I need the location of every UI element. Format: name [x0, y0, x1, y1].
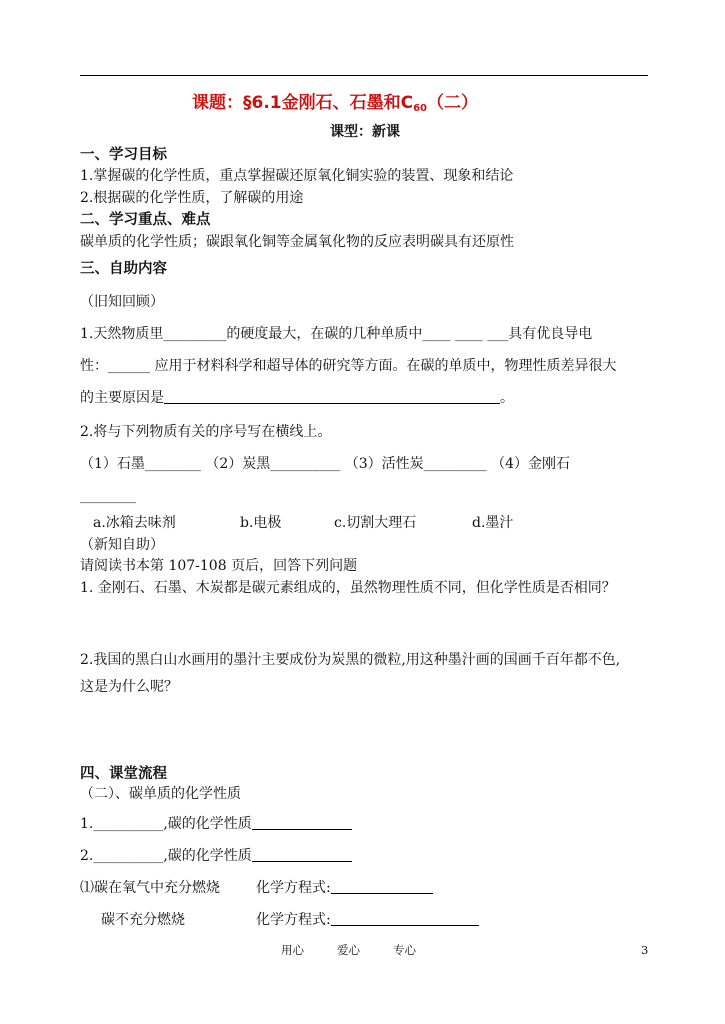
question-1-line-2: 性：______ 应用于材料科学和超导体的研究等方面。在碳的单质中，物理性质差异很大 [80, 358, 617, 374]
new-question-1: 1. 金刚石、石墨、木炭都是碳元素组成的，虽然物理性质不同，但化学性质是否相同？ [80, 580, 616, 596]
title-text: 课题：§6.1金刚石、石墨和C [192, 93, 414, 113]
property-2-text: 2.__________,碳的化学性质 [80, 848, 252, 864]
property-2 [80, 847, 352, 865]
section4-subheading: （二）、碳单质的化学性质 [80, 786, 241, 802]
question-1-line-3-end: 。 [500, 390, 514, 406]
page-number: 3 [641, 943, 649, 957]
question-1-line-1: 1.天然物质里_________的硬度最大，在碳的几种单质中____ ____ ___具有优良导电 [80, 326, 593, 342]
question-2: 2.将与下列物质有关的序号写在横线上。 [80, 424, 332, 440]
reading-instruction: 请阅读书本第 107-108 页后，回答下列问题 [80, 558, 358, 574]
option-a: a.冰箱去味剂 [93, 515, 176, 531]
question-1-line-3 [80, 389, 514, 407]
property-1-blank[interactable] [252, 815, 352, 830]
equation-blank-2[interactable] [331, 911, 479, 926]
new-question-2-line-1: 2.我国的黑白山水画用的墨汁主要成份为炭黑的微粒,用这种墨汁画的国画千百年都不色, [80, 652, 621, 668]
objective-1: 1.掌握碳的化学性质，重点掌握碳还原氧化铜实验的装置、现象和结论 [80, 168, 514, 184]
equation-label-2: 化学方程式: [256, 912, 331, 928]
section1-heading: 一、学习目标 [80, 147, 167, 163]
key-points-text: 碳单质的化学性质；碳跟氧化铜等金属氧化物的反应表明碳具有还原性 [80, 234, 514, 250]
property-2-blank[interactable] [252, 847, 352, 862]
title-tail: （二） [427, 93, 479, 113]
section2-heading: 二、学习重点、难点 [80, 212, 211, 228]
footer-slogan-2: 爱心 [337, 943, 360, 957]
question-2-items: （1）石墨________ （2）炭黑__________ （3）活性炭_________ （4）金刚石 [80, 456, 570, 472]
equation-blank-1[interactable] [331, 879, 433, 894]
question-1-line-3-text: 的主要原因是 [80, 390, 164, 406]
review-label: （旧知回顾） [80, 294, 164, 310]
question-2-tail: ________ [80, 488, 136, 504]
combustion-partial-equation [256, 911, 479, 929]
equation-label-1: 化学方程式: [256, 880, 331, 896]
option-d: d.墨汁 [472, 515, 514, 531]
section4-heading: 四、课堂流程 [80, 766, 167, 782]
option-b: b.电极 [240, 515, 282, 531]
answer-blank[interactable] [164, 389, 500, 404]
combustion-full-label: ⑴碳在氧气中充分燃烧 [80, 880, 220, 896]
option-c: c.切割大理石 [334, 515, 417, 531]
footer-slogan-1: 用心 [281, 943, 304, 957]
title-subscript: 60 [413, 103, 428, 114]
combustion-partial-label: 碳不充分燃烧 [101, 912, 185, 928]
property-1-text: 1.__________,碳的化学性质 [80, 816, 252, 832]
new-knowledge-label: （新知自助） [80, 537, 164, 553]
new-question-2-line-2: 这是为什么呢？ [80, 679, 178, 695]
footer-slogan-3: 专心 [393, 943, 416, 957]
section3-heading: 三、自助内容 [80, 261, 167, 277]
objective-2: 2.根据碳的化学性质，了解碳的用途 [80, 190, 304, 206]
page-title [192, 92, 478, 120]
combustion-full-equation [256, 879, 433, 897]
lesson-type: 课型：新课 [330, 124, 400, 140]
property-1 [80, 815, 352, 833]
header-rule [80, 75, 648, 76]
